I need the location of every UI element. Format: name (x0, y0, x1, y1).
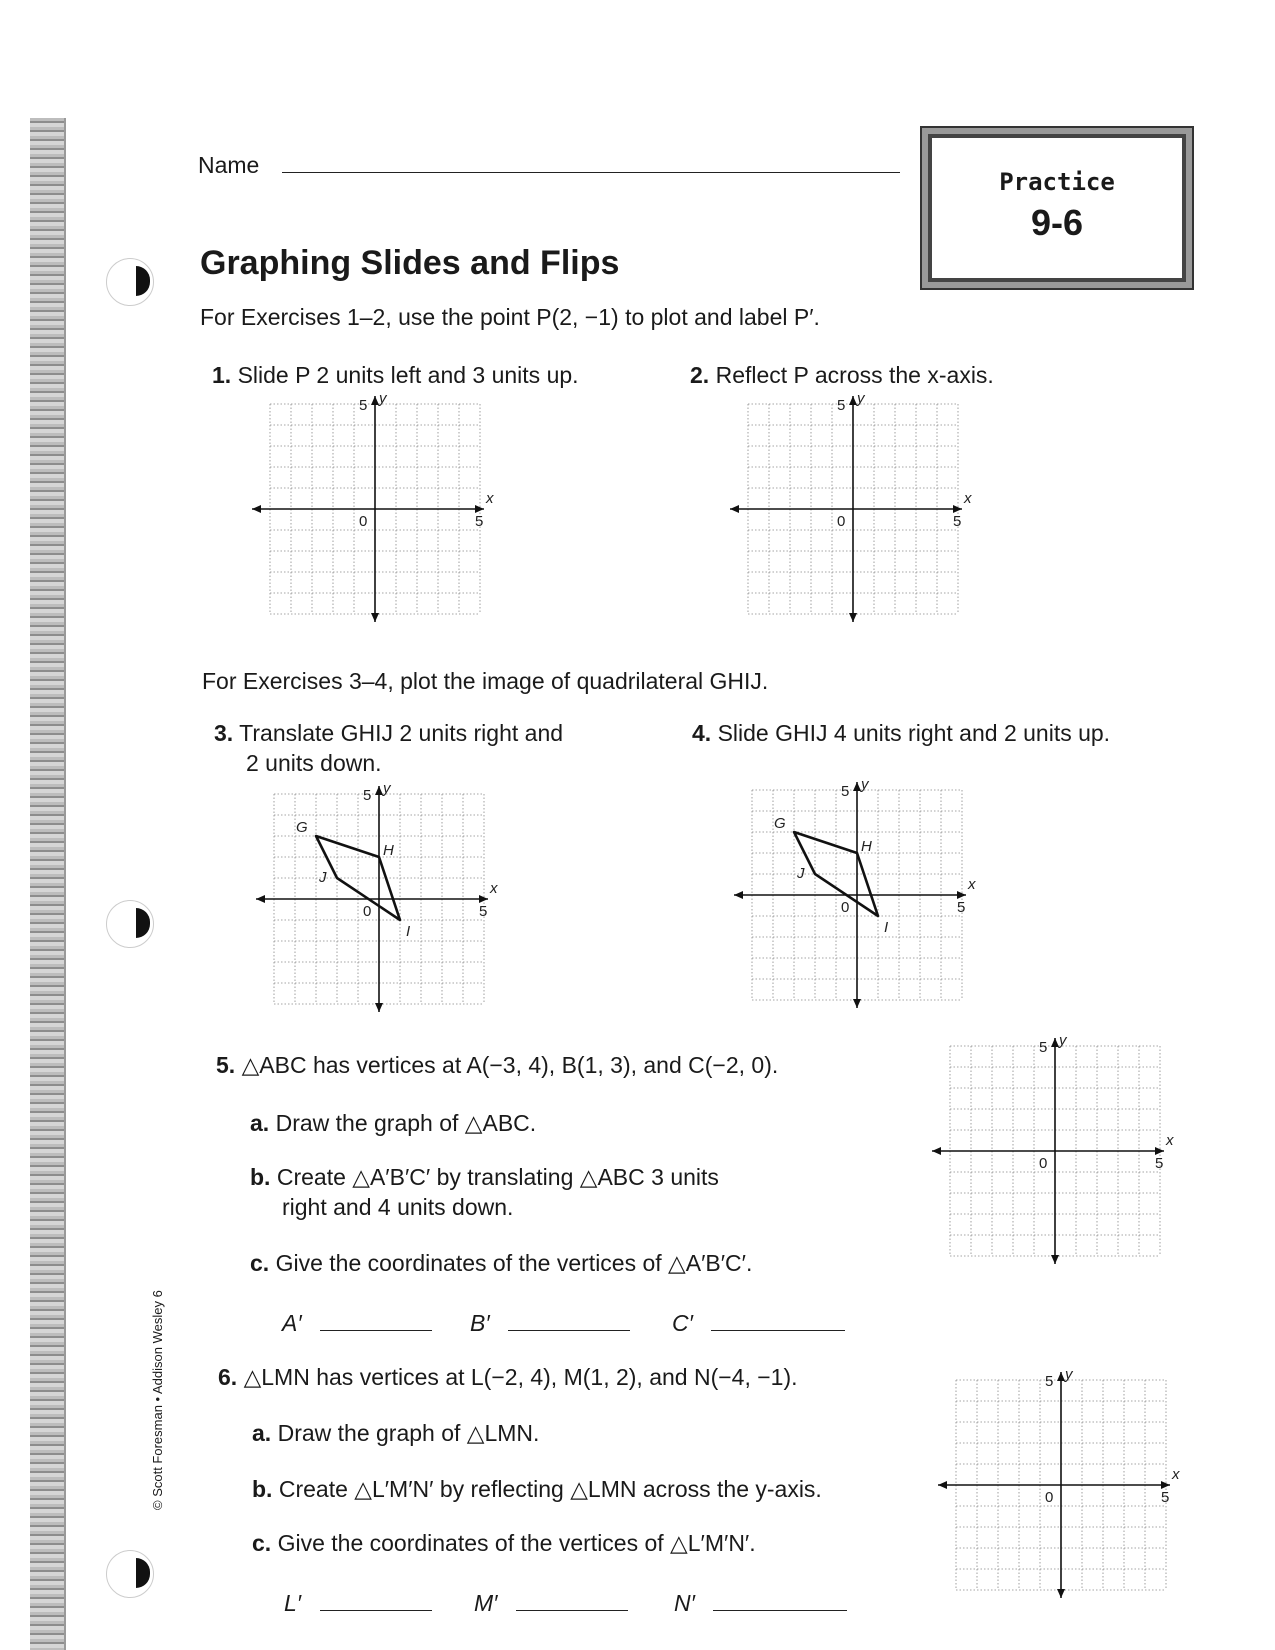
coordinate-grid[interactable] (254, 780, 498, 1014)
exercise-number: 2. (690, 362, 710, 388)
x-axis-label: x (964, 490, 972, 507)
part-label: c. (250, 1250, 270, 1276)
exercise-number: 4. (692, 720, 712, 746)
part-text: Draw the graph of △LMN. (277, 1420, 540, 1446)
y-axis-up-arrow (1051, 1038, 1059, 1047)
answer-c-prime (672, 1310, 845, 1337)
exercise-text: Reflect P across the x-axis. (715, 362, 994, 388)
exercise-text: △LMN has vertices at L(−2, 4), M(1, 2), and N(−4, −1). (243, 1364, 798, 1390)
exercise-1 (212, 362, 579, 389)
y-tick-label: 5 (359, 397, 368, 414)
coordinate-grid[interactable] (930, 1032, 1174, 1266)
name-field[interactable] (282, 172, 900, 173)
exercise-number: 5. (216, 1052, 236, 1078)
part-text: Create △A′B′C′ by translating △ABC 3 units (276, 1164, 719, 1190)
page-title: Graphing Slides and Flips (200, 244, 620, 282)
x-axis-right-arrow (479, 895, 488, 903)
x-axis-right-arrow (475, 505, 484, 513)
x-axis-right-arrow (1161, 1481, 1170, 1489)
exercise-5b-line2: right and 4 units down. (282, 1194, 514, 1220)
y-axis-down-arrow (375, 1003, 383, 1012)
exercise-5 (216, 1052, 778, 1079)
y-axis-label: y (1065, 1366, 1073, 1383)
answer-blank[interactable] (711, 1330, 845, 1331)
vertex-label-i: I (884, 919, 889, 936)
vertex-label-j: J (319, 869, 327, 886)
x-axis-left-arrow (256, 895, 265, 903)
exercise-6c (252, 1530, 756, 1557)
vertex-label-i: I (406, 923, 411, 940)
x-tick-label: 5 (475, 513, 484, 530)
answer-label: M′ (474, 1590, 498, 1616)
part-text: Draw the graph of △ABC. (275, 1110, 537, 1136)
part-text: Create △L′M′N′ by reflecting △LMN across the y-axis. (278, 1476, 822, 1502)
exercise-text: Slide P 2 units left and 3 units up. (237, 362, 579, 388)
y-tick-label: 5 (1045, 1373, 1054, 1390)
answer-blank[interactable] (516, 1610, 628, 1611)
exercise-6a (252, 1420, 539, 1447)
part-label: b. (252, 1476, 273, 1502)
y-axis-up-arrow (1057, 1372, 1065, 1381)
y-axis-down-arrow (1051, 1255, 1059, 1264)
part-label: b. (250, 1164, 271, 1190)
x-tick-label: 5 (1155, 1155, 1164, 1172)
x-tick-label: 5 (1161, 1489, 1170, 1506)
x-axis-label: x (968, 876, 976, 893)
answer-n-prime (674, 1590, 847, 1617)
y-tick-label: 5 (1039, 1039, 1048, 1056)
x-axis-right-arrow (1155, 1147, 1164, 1155)
exercise-number: 3. (214, 720, 234, 746)
practice-badge (928, 134, 1186, 282)
vertex-label-g: G (774, 815, 786, 832)
x-axis-left-arrow (932, 1147, 941, 1155)
practice-word: Practice (999, 168, 1115, 196)
exercise-number: 1. (212, 362, 232, 388)
graph-exercise-6[interactable] (936, 1366, 1180, 1605)
answer-blank[interactable] (320, 1610, 432, 1611)
answer-label: C′ (672, 1310, 693, 1336)
y-axis-down-arrow (371, 613, 379, 622)
coordinate-grid[interactable] (250, 390, 494, 624)
x-axis-right-arrow (957, 891, 966, 899)
answer-blank[interactable] (713, 1610, 847, 1611)
origin-label: 0 (1039, 1155, 1048, 1172)
exercise-4 (692, 720, 1110, 747)
coordinate-grid[interactable] (728, 390, 972, 624)
exercise-2 (690, 362, 994, 389)
name-label: Name (198, 152, 260, 178)
vertex-label-h: H (383, 842, 394, 859)
graph-exercise-1[interactable] (250, 390, 494, 629)
answer-label: N′ (674, 1590, 695, 1616)
x-axis-label: x (1172, 1466, 1180, 1483)
x-tick-label: 5 (479, 903, 488, 920)
answer-label: L′ (284, 1590, 302, 1616)
x-axis-label: x (1166, 1132, 1174, 1149)
x-axis-label: x (490, 880, 498, 897)
exercise-3-line2: 2 units down. (246, 750, 382, 776)
y-axis-label: y (379, 390, 387, 407)
intro-exercises-3-4: For Exercises 3–4, plot the image of quadrilateral GHIJ. (202, 668, 769, 694)
origin-label: 0 (841, 899, 850, 916)
x-axis-right-arrow (953, 505, 962, 513)
x-axis-left-arrow (734, 891, 743, 899)
exercise-5c (250, 1250, 752, 1277)
y-tick-label: 5 (363, 787, 372, 804)
answer-b-prime (470, 1310, 630, 1337)
x-tick-label: 5 (953, 513, 962, 530)
part-label: a. (252, 1420, 272, 1446)
y-axis-label: y (1059, 1032, 1067, 1049)
answer-blank[interactable] (508, 1330, 630, 1331)
y-axis-up-arrow (371, 396, 379, 405)
graph-exercise-2[interactable] (728, 390, 972, 629)
y-tick-label: 5 (837, 397, 846, 414)
vertex-label-j: J (797, 865, 805, 882)
graph-exercise-5[interactable] (930, 1032, 1174, 1271)
graph-exercise-4[interactable] (732, 776, 976, 1015)
coordinate-grid[interactable] (732, 776, 976, 1010)
y-axis-up-arrow (375, 786, 383, 795)
y-axis-up-arrow (849, 396, 857, 405)
copyright-footer: © Scott Foresman • Addison Wesley 6 (150, 1290, 165, 1510)
answer-a-prime (282, 1310, 432, 1337)
page-edge (64, 118, 66, 1650)
y-axis-down-arrow (1057, 1589, 1065, 1598)
x-axis-left-arrow (938, 1481, 947, 1489)
part-label: a. (250, 1110, 270, 1136)
exercise-text: △ABC has vertices at A(−3, 4), B(1, 3), and C(−2, 0). (241, 1052, 779, 1078)
exercise-5a (250, 1110, 536, 1137)
y-axis-up-arrow (853, 782, 861, 791)
graph-exercise-3[interactable] (254, 780, 498, 1019)
part-text: Give the coordinates of the vertices of △A′B′C′. (275, 1250, 753, 1276)
y-axis-label: y (857, 390, 865, 407)
answer-m-prime (474, 1590, 628, 1617)
x-axis-left-arrow (730, 505, 739, 513)
answer-label: A′ (282, 1310, 302, 1336)
exercise-5b (250, 1164, 719, 1191)
exercise-text-line1: Translate GHIJ 2 units right and (239, 720, 564, 746)
y-tick-label: 5 (841, 783, 850, 800)
origin-label: 0 (1045, 1489, 1054, 1506)
part-text: Give the coordinates of the vertices of △L′M′N′. (277, 1530, 756, 1556)
x-tick-label: 5 (957, 899, 966, 916)
part-label: c. (252, 1530, 272, 1556)
exercise-6 (218, 1364, 798, 1391)
coordinate-grid[interactable] (936, 1366, 1180, 1600)
y-axis-down-arrow (853, 999, 861, 1008)
binding-strip (30, 118, 66, 1650)
origin-label: 0 (837, 513, 846, 530)
vertex-label-h: H (861, 838, 872, 855)
exercise-3 (214, 720, 563, 747)
exercise-text: Slide GHIJ 4 units right and 2 units up. (717, 720, 1111, 746)
practice-number: 9-6 (1030, 202, 1084, 243)
answer-l-prime (284, 1590, 432, 1617)
intro-exercises-1-2: For Exercises 1–2, use the point P(2, −1) to plot and label P′. (200, 304, 820, 330)
vertex-label-g: G (296, 819, 308, 836)
answer-blank[interactable] (320, 1330, 432, 1331)
y-axis-down-arrow (849, 613, 857, 622)
y-axis-label: y (861, 776, 869, 793)
exercise-number: 6. (218, 1364, 238, 1390)
x-axis-label: x (486, 490, 494, 507)
origin-label: 0 (363, 903, 372, 920)
origin-label: 0 (359, 513, 368, 530)
exercise-6b (252, 1476, 822, 1503)
answer-label: B′ (470, 1310, 490, 1336)
y-axis-label: y (383, 780, 391, 797)
x-axis-left-arrow (252, 505, 261, 513)
